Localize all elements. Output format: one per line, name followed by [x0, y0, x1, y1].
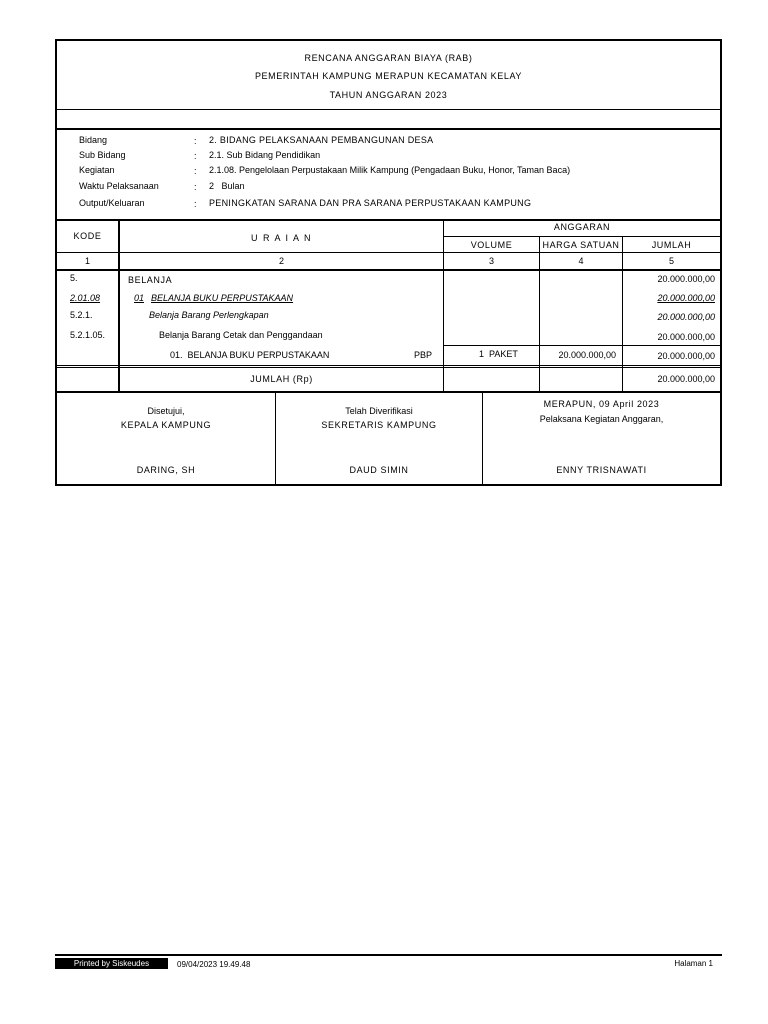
col-number: 1 — [84, 256, 90, 266]
row-jumlah: 20.000.000,00 — [657, 274, 715, 284]
signature-name: ENNY TRISNAWATI — [556, 465, 647, 475]
col-header-volume: VOLUME — [470, 240, 513, 250]
frame-bottom — [55, 484, 722, 486]
info-value-output: PENINGKATAN SARANA DAN PRA SARANA PERPUSTAKAAN KAMPUNG — [209, 198, 532, 208]
col-header-jumlah: JUMLAH — [651, 240, 692, 250]
row-uraian-number: 01 — [134, 293, 145, 303]
signature-role: KEPALA KAMPUNG — [120, 420, 212, 430]
header-fiscal-year: TAHUN ANGGARAN 2023 — [329, 90, 448, 100]
row-uraian: BELANJA — [128, 275, 173, 285]
info-value-kegiatan: 2.1.08. Pengelolaan Perpustakaan Milik Kampung (Pengadaan Buku, Honor, Taman Baca) — [209, 165, 571, 175]
info-label-kegiatan: Kegiatan — [79, 165, 115, 175]
col-header-harga-satuan: HARGA SATUAN — [542, 240, 620, 250]
col-divider-kode — [118, 219, 120, 393]
info-label-waktu: Waktu Pelaksanaan — [79, 181, 159, 191]
frame-top — [55, 39, 722, 41]
printed-by-label: Printed by Siskeudes — [73, 959, 150, 968]
info-sep: : — [194, 136, 197, 146]
row-uraian: BELANJA BUKU PERPUSTAKAAN — [151, 293, 294, 303]
info-value-sub-bidang: 2.1. Sub Bidang Pendidikan — [209, 150, 321, 160]
row-jumlah: 20.000.000,00 — [657, 332, 715, 342]
row-jumlah: 20.000.000,00 — [657, 351, 715, 361]
info-label-output: Output/Keluaran — [79, 198, 145, 208]
total-value: 20.000.000,00 — [657, 374, 715, 384]
signature-title: Telah Diverifikasi — [345, 406, 413, 416]
row-uraian: 01. BELANJA BUKU PERPUSTAKAAN — [170, 350, 330, 360]
info-sep: : — [194, 199, 197, 209]
info-label-bidang: Bidang — [79, 135, 108, 145]
print-timestamp: 09/04/2023 19.49.48 — [177, 960, 251, 969]
signature-role: Pelaksana Kegiatan Anggaran, — [539, 414, 664, 424]
col-number: 2 — [278, 256, 284, 266]
header-government: PEMERINTAH KAMPUNG MERAPUN KECAMATAN KELAY — [254, 71, 523, 81]
divider — [55, 109, 722, 110]
signature-place-date: MERAPUN, 09 April 2023 — [543, 399, 660, 409]
row-kode: 5.2.1.05. — [70, 330, 106, 340]
printed-by-badge — [55, 958, 168, 969]
info-value-bidang: 2. BIDANG PELAKSANAAN PEMBANGUNAN DESA — [209, 135, 434, 145]
info-sep: : — [194, 166, 197, 176]
footer-line — [55, 954, 722, 956]
col-number: 4 — [578, 256, 584, 266]
row-sumber-dana: PBP — [414, 350, 433, 360]
col-header-anggaran: ANGGARAN — [553, 222, 611, 232]
col-number: 5 — [668, 256, 674, 266]
row-jumlah: 20.000.000,00 — [657, 293, 715, 303]
total-label: JUMLAH (Rp) — [250, 374, 313, 384]
row-kode: 2.01.08 — [70, 293, 101, 303]
detail-row-top-line — [443, 345, 722, 346]
anggaran-under-line — [443, 236, 722, 237]
frame-right — [720, 39, 722, 486]
row-uraian: Belanja Barang Perlengkapan — [149, 310, 269, 320]
row-jumlah: 20.000.000,00 — [657, 312, 715, 322]
info-label-sub-bidang: Sub Bidang — [79, 150, 126, 160]
col-number: 3 — [488, 256, 494, 266]
col-header-uraian: U R A I A N — [250, 233, 313, 243]
row-kode: 5. — [70, 273, 78, 283]
col-header-kode: KODE — [73, 231, 102, 241]
row-harga-satuan: 20.000.000,00 — [558, 350, 616, 360]
info-value-waktu: 2 Bulan — [209, 181, 245, 191]
row-kode: 5.2.1. — [70, 310, 93, 320]
row-uraian: Belanja Barang Cetak dan Penggandaan — [159, 330, 323, 340]
row-volume: 1 PAKET — [479, 349, 518, 359]
signature-name: DARING, SH — [136, 465, 196, 475]
page-number: Halaman 1 — [674, 959, 713, 968]
signature-name: DAUD SIMIN — [349, 465, 409, 475]
signature-role: SEKRETARIS KAMPUNG — [321, 420, 437, 430]
table-top-line — [55, 219, 722, 221]
info-sep: : — [194, 182, 197, 192]
divider — [55, 128, 722, 130]
info-sep: : — [194, 151, 197, 161]
header-title: RENCANA ANGGARAN BIAYA (RAB) — [304, 53, 473, 63]
signature-title: Disetujui, — [147, 406, 185, 416]
